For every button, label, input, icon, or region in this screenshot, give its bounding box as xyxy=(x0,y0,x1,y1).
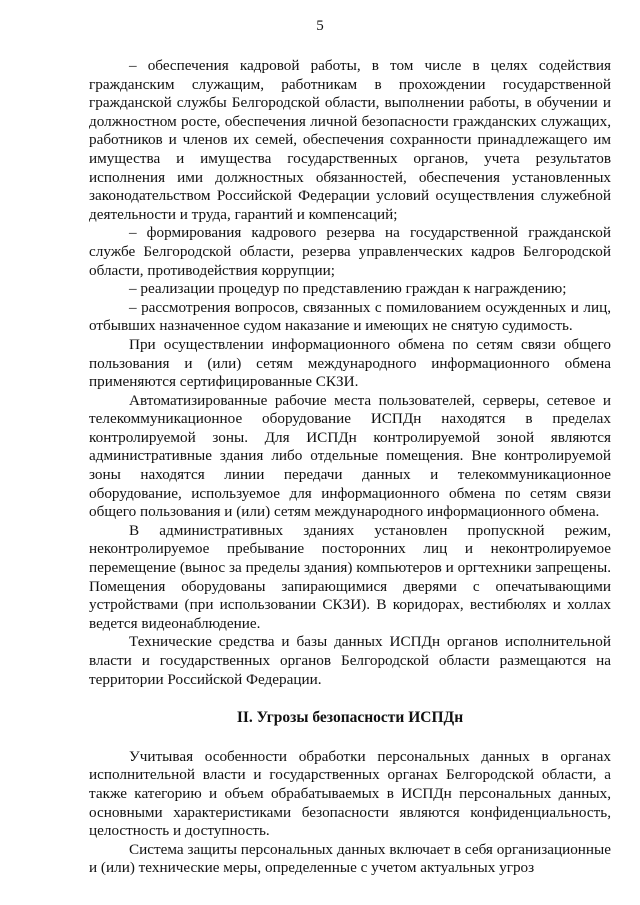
paragraph: При осуществлении информационного обмена по сетям связи общего пользования и (или) сетям международного информационного обмена применяются сертифицированные СКЗИ. xyxy=(89,335,611,391)
paragraph: Учитывая особенности обработки персональных данных в органах исполнительной власти и государственных органах Белгородской области, а также категорию и объем обрабатываемых в ИСПДн персональных данных, основными характеристиками безопасности являются конфиденциальность, целостность и доступность. xyxy=(89,747,611,840)
section-heading: II. Угрозы безопасности ИСПДн xyxy=(236,709,464,727)
paragraph: – обеспечения кадровой работы, в том числе в целях содействия гражданским служащим, работникам в прохождении государственной гражданской службы Белгородской области, выполнении работы, в обучении и должностном росте, обеспечения личной безопасности гражданских служащих, работников и членов их семей, обеспечения сохранности принадлежащего им имущества и имущества государственных органов, учета результатов исполнения ими должностных обязанностей, обеспечения установленных законодательством Российской Федерации условий осуществления служебной деятельности и труда, гарантий и компенсаций; xyxy=(89,57,611,223)
paragraph: Автоматизированные рабочие места пользователей, серверы, сетевое и телекоммуникационное оборудование ИСПДн находятся в пределах контролируемой зоны. Для ИСПДн контролируемой зоной являются административные здания либо отдельные помещения. Вне контролируемой зоны находятся линии передачи данных и телекоммуникационное оборудование, используемое для информационного обмена по сетям связи общего пользования и (или) сетям международного информационного обмена. xyxy=(89,391,611,521)
paragraph: – формирования кадрового резерва на государственной гражданской службе Белгородской области, резерва управленческих кадров Белгородской области, противодействия коррупции; xyxy=(89,224,611,279)
document-body xyxy=(89,57,611,878)
page-number: 5 xyxy=(316,18,324,34)
paragraph: – рассмотрения вопросов, связанных с помилованием осужденных и лиц, отбывших назначенное судом наказание и имеющих не снятую судимость. xyxy=(89,298,611,335)
paragraph: Технические средства и базы данных ИСПДн органов исполнительной власти и государственных органов Белгородской области размещаются на территории Российской Федерации. xyxy=(89,633,611,688)
paragraph: Система защиты персональных данных включает в себя организационные и (или) технические меры, определенные с учетом актуальных угроз xyxy=(89,840,611,877)
paragraph: – реализации процедур по представлению граждан к награждению; xyxy=(129,280,567,298)
paragraph: В административных зданиях установлен пропускной режим, неконтролируемое пребывание посторонних лиц и неконтролируемое перемещение (вынос за пределы здания) компьютеров и оргтехники запрещены. Помещения оборудованы запирающимися дверями с опечатывающими устройствами (при использовании СКЗИ). В коридорах, вестибюлях и холлах ведется видеонаблюдение. xyxy=(89,521,611,632)
